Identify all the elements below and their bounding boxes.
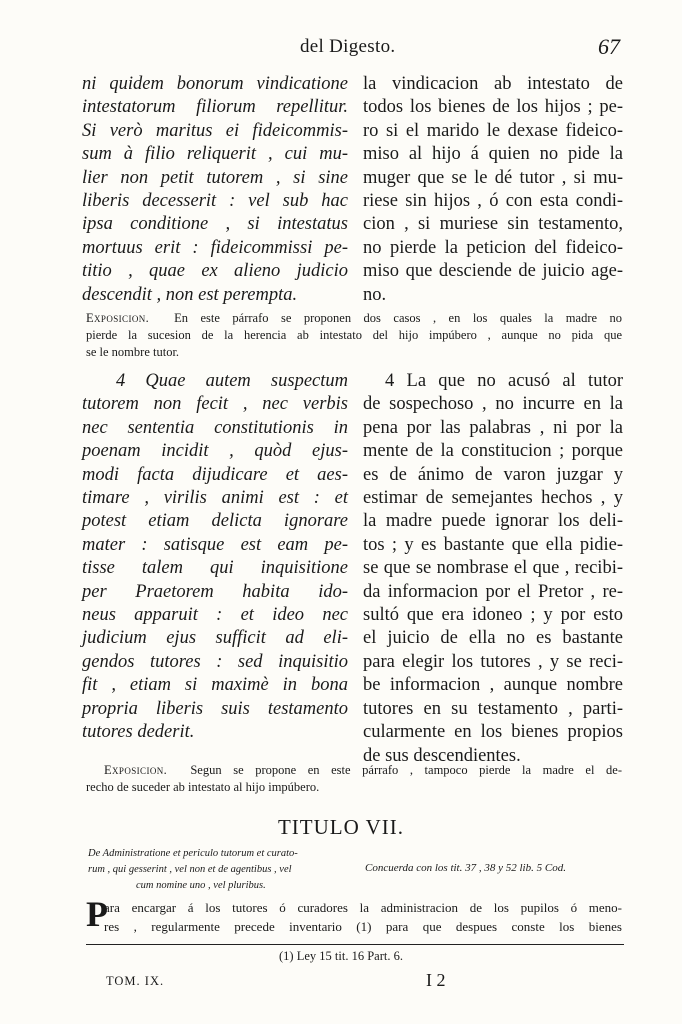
spanish-line: 4 La que no acusó al tutor [385, 371, 623, 391]
latin-line: intestatorum filiorum repellitur. [82, 97, 348, 118]
latin-line: poenam incidit , quòd ejus- [82, 441, 348, 462]
latin-line: fit , etiam si maximè in bona [82, 675, 348, 696]
spanish-line: la madre puede ignorar los deli- [363, 511, 623, 532]
spanish-line: be informacion , aunque nombre [363, 675, 623, 696]
spanish-line: tutores en su testamento , parti- [363, 698, 623, 719]
exposicion-text: recho de suceder ab intestato al hijo impúbero. [86, 780, 320, 794]
spanish-line: tos ; y es bastante que ella pidie- [363, 534, 623, 555]
latin-line: sum à filio reliquerit , cui mu- [82, 144, 348, 165]
rubric-line: cum nomine uno , vel pluribus. [136, 880, 266, 891]
concordance-note: Concuerda con los tit. 37 , 38 y 52 lib. 5 Cod. [365, 862, 566, 874]
rubric-line: rum , qui gesserint , vel non et de agentibus , vel [88, 864, 292, 875]
spanish-line: miso que desciende de juicio age- [363, 261, 623, 282]
latin-line: tutorem non fecit , nec verbis [82, 394, 348, 415]
exposicion-text: En este párrafo se proponen dos casos , en los quales la madre no [174, 311, 623, 325]
exposicion-note-2 [86, 762, 622, 796]
spanish-line: cularmente en los bienes propios [363, 722, 623, 743]
title-rubric [88, 846, 348, 894]
spanish-line: para elegir los tutores , y se reci- [363, 651, 623, 672]
spanish-line: miso al hijo á quien no pide la [363, 144, 623, 165]
page-number: 67 [598, 34, 620, 59]
exposicion-label: Exposicion. [104, 763, 168, 777]
spanish-line: no. [363, 284, 387, 305]
spanish-line: sultó que era idoneo ; y por esto [363, 605, 623, 626]
latin-line: liberis decesserit : vel sub hac [82, 191, 348, 212]
latin-line: titio , quae ex alieno judicio [82, 261, 348, 282]
spanish-line: da informacion por el Pretor , re- [363, 581, 623, 602]
signature-mark: I 2 [426, 970, 446, 990]
latin-line: timare , virilis animi est : et [82, 488, 348, 509]
latin-line: tisse talem qui inquisitione [82, 558, 348, 579]
running-header [0, 34, 682, 64]
spanish-line: riese sin hijos , ó con esta condi- [363, 191, 623, 212]
spanish-line: pena por las palabras , ni por la [363, 417, 623, 438]
spanish-line: ro si el marido le dexase fideico- [363, 120, 623, 141]
spanish-line: no pierde la peticion del fideico- [363, 237, 623, 258]
footnote-rule [86, 944, 624, 945]
exposicion-note-1 [86, 310, 622, 361]
latin-line: judicium ejus sufficit ad eli- [82, 628, 348, 649]
latin-line: gendos tutores : sed inquisitio [82, 651, 348, 672]
latin-line: per Praetorem habita ido- [82, 581, 348, 602]
latin-line: mater : satisque est eam pe- [82, 534, 348, 555]
spanish-line: la vindicacion ab intestato de [363, 74, 623, 94]
latin-line: modi facta dijudicare et aes- [82, 464, 348, 485]
latin-line: Si verò maritus ei fideicommis- [82, 120, 348, 141]
latin-line: ni quidem bonorum vindicatione [82, 74, 348, 94]
spanish-line: se que se nombrase el que , recibi- [363, 558, 623, 579]
drop-cap: P [86, 894, 108, 934]
latin-line: mortuus erit : fideicommissi pe- [82, 237, 348, 258]
latin-line: tutores dederit. [82, 722, 195, 743]
header-title: del Digesto. [300, 36, 396, 57]
spanish-column-2 [363, 370, 623, 768]
exposicion-label: Exposicion. [86, 311, 150, 325]
exposicion-text: se le nombre tutor. [86, 345, 180, 359]
spanish-line: mente de la constitucion ; porque [363, 441, 623, 462]
latin-line: potest etiam delicta ignorare [82, 511, 348, 532]
spanish-line: todos los bienes de los hijos ; pe- [363, 97, 623, 118]
latin-column-1 [82, 73, 348, 307]
spanish-column-1 [363, 73, 623, 307]
spanish-line: de sospechoso , no incurre en la [363, 394, 623, 415]
latin-line: propria liberis suis testamento [82, 698, 348, 719]
exposicion-text: Segun se propone en este párrafo , tampoco pierde la madre el de- [190, 763, 623, 777]
latin-line: nec sententia constitutionis in [82, 417, 348, 438]
section-title: TITULO VII. [277, 815, 405, 839]
latin-column-2 [82, 370, 348, 745]
footnote: (1) Ley 15 tit. 16 Part. 6. [279, 949, 403, 963]
spanish-line: muger que se le dé tutor , si mu- [363, 167, 623, 188]
exposicion-text: pierde la sucesion de la herencia ab intestato del hijo impúbero , aunque no pida que [86, 328, 622, 342]
latin-line: 4 Quae autem suspectum [116, 371, 348, 391]
body-paragraph [86, 894, 622, 936]
latin-line: descendit , non est perempta. [82, 284, 298, 305]
latin-line: ipsa conditione , si intestatus [82, 214, 348, 235]
spanish-line: estimar de semejantes hechos , y [363, 488, 623, 509]
body-line: res , regularmente precede inventario (1) para que despues conste los bienes [104, 919, 622, 934]
latin-line: neus apparuit : et ideo nec [82, 605, 348, 626]
body-line: ara encargar á los tutores ó curadores la administracion de los pupilos ó meno- [104, 900, 622, 915]
spanish-line: cion , si muriese sin testamento, [363, 214, 623, 235]
latin-line: lier non petit tutorem , si sine [82, 167, 348, 188]
rubric-line: De Administratione et periculo tutorum et curato- [88, 848, 298, 859]
spanish-line: de sus descendientes. [363, 745, 521, 766]
volume-label: TOM. IX. [106, 974, 165, 988]
spanish-line: el juicio de ella no es bastante [363, 628, 623, 649]
spanish-line: es de ánimo de varon juzgar y [363, 464, 623, 485]
